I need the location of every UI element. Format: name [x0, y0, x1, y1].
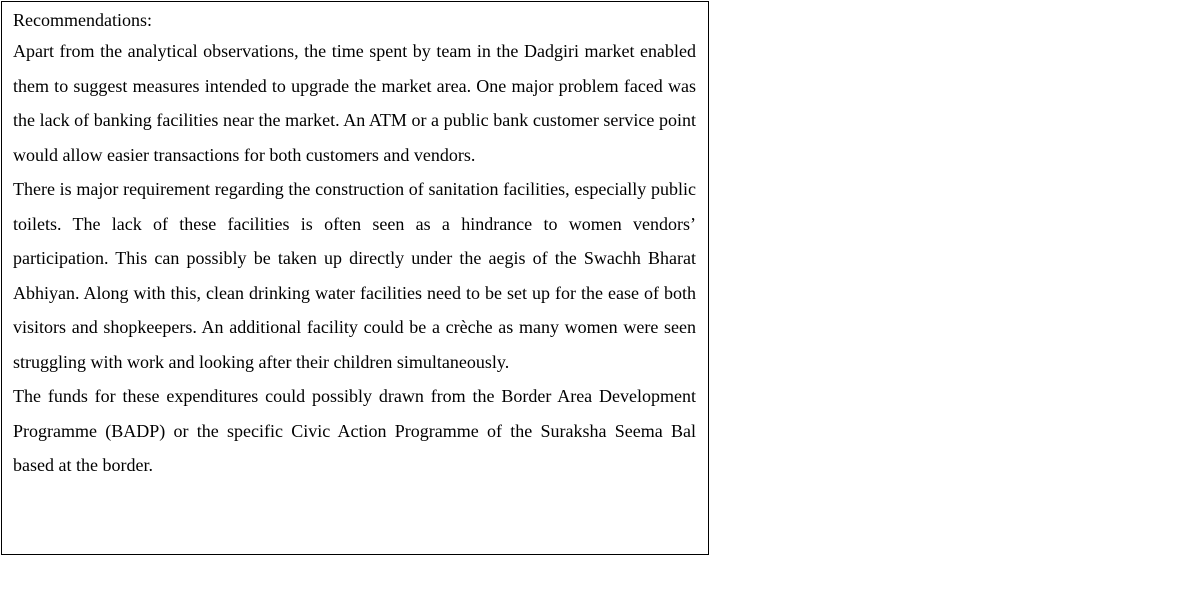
- recommendations-text-box: [1, 1, 709, 555]
- recommendations-heading: Recommendations:: [13, 10, 152, 30]
- paragraph-sanitation: There is major requirement regarding the construction of sanitation facilities, especially public toilets. The lack of these facilities is often seen as a hindrance to women vendors’ participation. This can possibly be taken up directly under the aegis of the Swachh Bharat Abhiyan. Along with this, clean drinking water facilities need to be set up for the ease of both visitors and shopkeepers. An additional facility could be a crèche as many women were seen struggling with work and looking after their children simultaneously.: [13, 179, 696, 372]
- paragraph-funding: The funds for these expenditures could possibly drawn from the Border Area Development Programme (BADP) or the specific Civic Action Programme of the Suraksha Seema Bal based at the border.: [13, 386, 696, 475]
- paragraph-banking: Apart from the analytical observations, the time spent by team in the Dadgiri market enabled them to suggest measures intended to upgrade the market area. One major problem faced was the lack of banking facilities near the market. An ATM or a public bank customer service point would allow easier transactions for both customers and vendors.: [13, 41, 696, 165]
